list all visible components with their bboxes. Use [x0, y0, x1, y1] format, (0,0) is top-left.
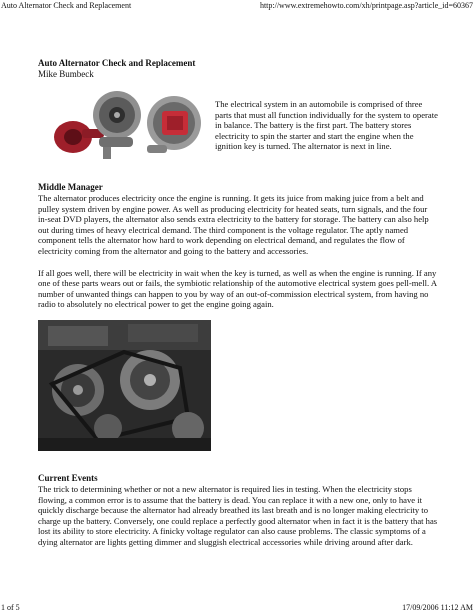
- section-heading: Middle Manager: [38, 182, 103, 192]
- print-footer: [0, 602, 474, 613]
- section-middle-manager: [38, 182, 438, 451]
- page-number: 1 of 5: [1, 603, 20, 612]
- print-header-url: http://www.extremehowto.com/xh/printpage.asp?article_id=60367: [259, 1, 473, 10]
- print-header-title: Auto Alternator Check and Replacement: [1, 1, 132, 10]
- section-paragraph: If all goes well, there will be electricity in wait when the key is turned, as well as when the engine is running. If any one of these parts wears out or fails, the symbiotic relationship of the automotive electrical system goes pell-mell. A number of unwanted things can happen to you by way of an out-of-commission electrical system, from having no radio to absolutely no electrical power to get the engine going again.: [38, 267, 437, 310]
- alternator-parts-photo: [39, 87, 209, 164]
- section-heading: Current Events: [38, 472, 98, 483]
- intro-paragraph: The electrical system in an automobile is comprised of three parts that must all function individually for the system to operate in balance. The battery is the first part. The battery stores electricity to spin the starter and start the engine when the ignition key is turned. The alternator is next in line.: [215, 99, 438, 152]
- section-paragraph: The alternator produces electricity once the engine is running. It gets its juice from making juice from a belt and pulley system driven by engine power. As well as producing electricity for heated seats, turn signals, and the four in-seat DVD players, the alternator also sends extra electricity to the battery for storage. The battery can also help out during times of heavy electrical demand. The third component is the voltage regulator. The aptly named component tells the alternator how hard to work depending on electrical demand, and regulates the flow of electricity coming from the alternator and going to the battery and accessories.: [38, 193, 429, 256]
- engine-bay-photo: [38, 320, 211, 451]
- print-datetime: 17/09/2006 11:12 AM: [402, 603, 473, 612]
- print-header: [0, 0, 474, 12]
- section-paragraph: The trick to determining whether or not a new alternator is required lies in testing. When the electricity stops flowing, a common error is to assume that the battery is dead. You can replace it with a new one, only to have it quickly discharge because the alternator had already breathed its last breath and is no longer making electricity to charge up the battery. Conversely, one could replace a perfectly good alternator when in fact it is the battery that has lost its ability to store electricity. A finicky voltage regulator can also cause problems. The classic symptoms of a dying alternator are lights getting dimmer and sluggish electrical accessories while driving around after dark.: [38, 483, 438, 547]
- intro-block: [38, 83, 438, 173]
- article-author: Mike Bumbeck: [38, 69, 94, 79]
- section-current-events: [38, 473, 438, 548]
- article-title: Auto Alternator Check and Replacement: [38, 58, 196, 68]
- article: [38, 58, 438, 548]
